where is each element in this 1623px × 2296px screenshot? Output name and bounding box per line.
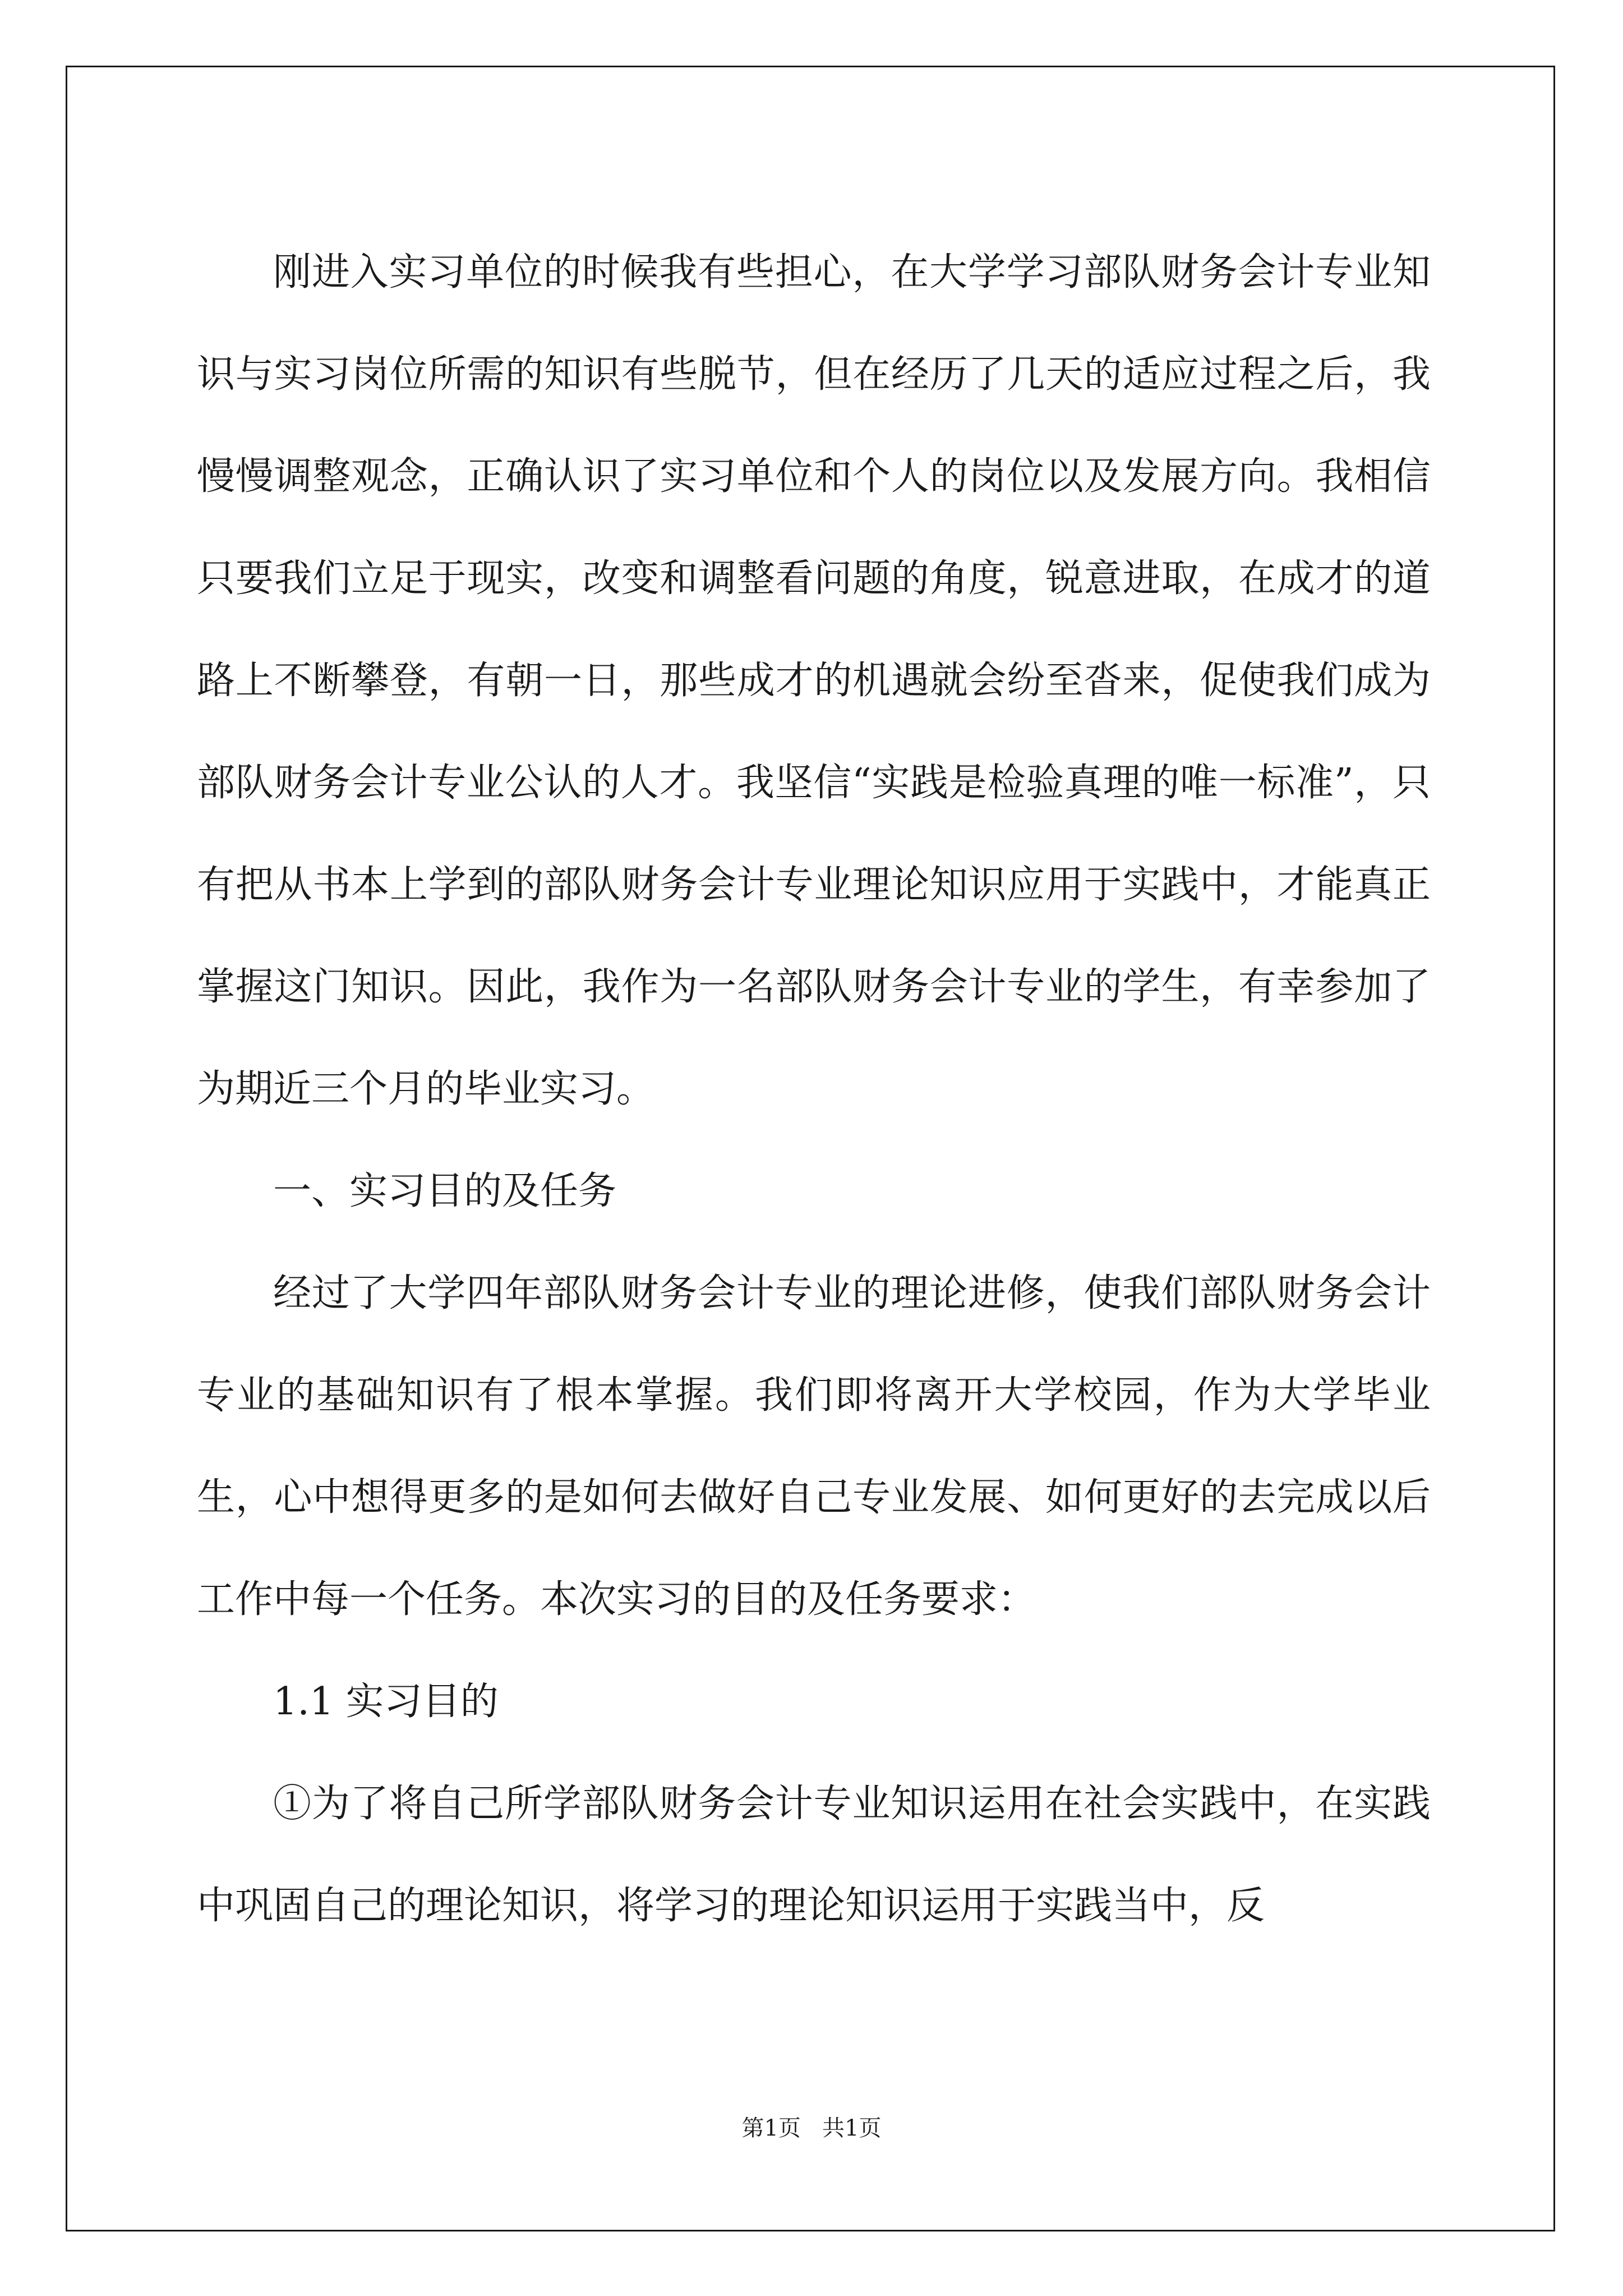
paragraph-purpose: 经过了大学四年部队财务会计专业的理论进修，使我们部队财务会计专业的基础知识有了根本掌握。我们即将离开大学校园，作为大学毕业生，心中想得更多的是如何去做好自己专业发展、如何更好的去完成以后工作中每一个任务。本次实习的目的及任务要求： xyxy=(197,1271,1431,1622)
paragraph-intro: 刚进入实习单位的时候我有些担心，在大学学习部队财务会计专业知识与实习岗位所需的知识有些脱节，但在经历了几天的适应过程之后，我慢慢调整观念，正确认识了实习单位和个人的岗位以及发展方向。我相信只要我们立足于现实，改变和调整看问题的角度，锐意进取，在成才的道路上不断攀登，有朝一日，那些成才的机遇就会纷至沓来，促使我们成为部队财务会计专业公认的人才。我坚信“实践是检验真理的唯一标准”，只有把从书本上学到的部队财务会计专业理论知识应用于实践中，才能真正掌握这门知识。因此，我作为一名部队财务会计专业的学生，有幸参加了为期近三个月的毕业实习。 xyxy=(197,250,1431,1111)
section-heading: 一、实习目的及任务 xyxy=(273,1169,617,1213)
subsection-heading: 1.1 实习目的 xyxy=(273,1680,499,1724)
paragraph-item-1: ①为了将自己所学部队财务会计专业知识运用在社会实践中，在实践中巩固自己的理论知识，将学习的理论知识运用于实践当中，反 xyxy=(197,1782,1431,1928)
document-body xyxy=(197,222,1431,1957)
page-footer: 第1页 共1页 xyxy=(741,2115,882,2141)
